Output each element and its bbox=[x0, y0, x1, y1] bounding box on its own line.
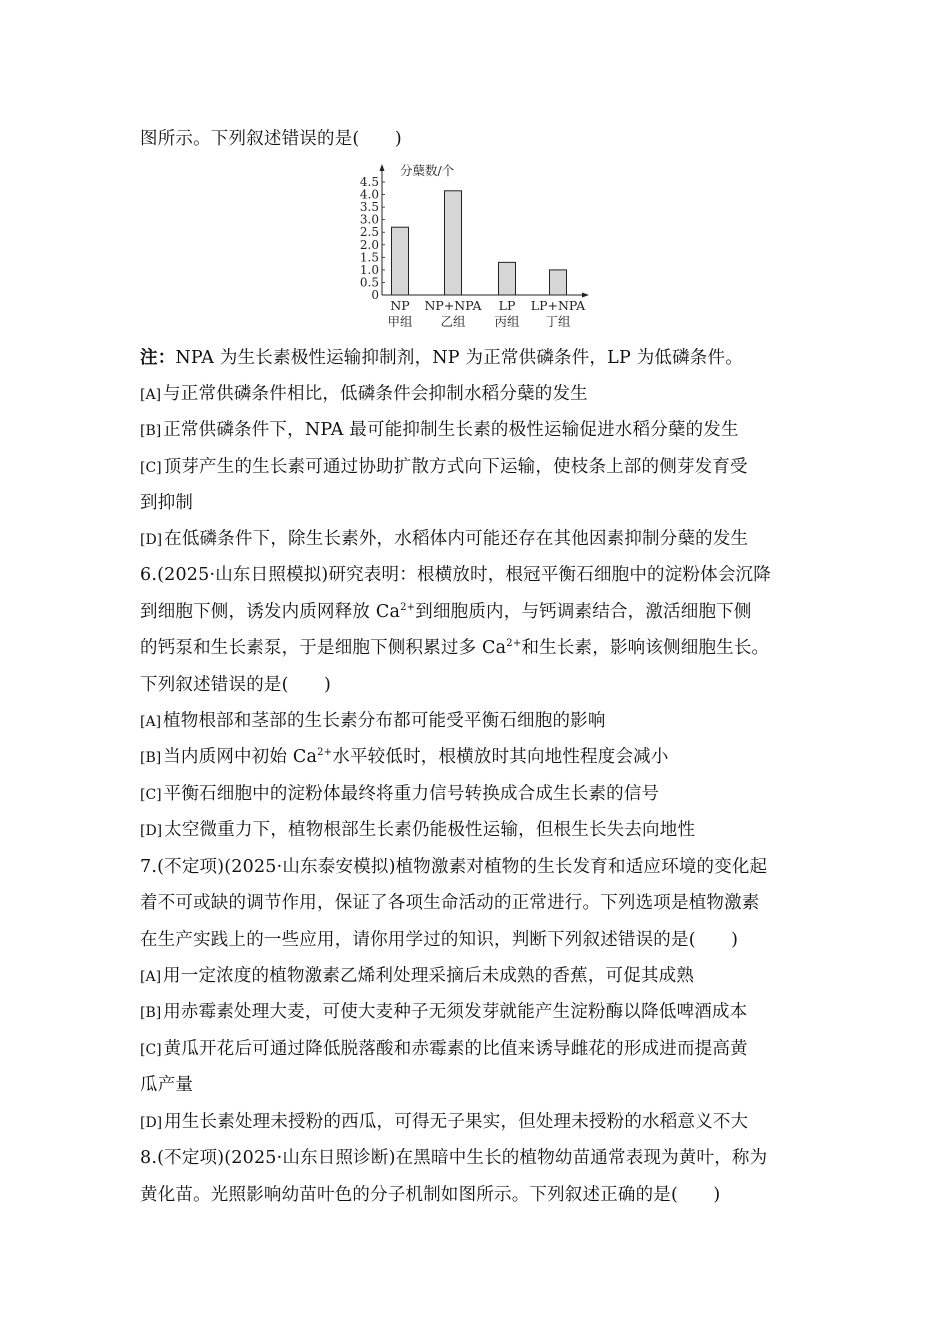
q6-option-b[interactable] bbox=[140, 745, 669, 770]
q6-text: 的钙泵和生长素泵，于是细胞下侧积累过多 Ca bbox=[140, 638, 507, 658]
option-tag: [A] bbox=[140, 714, 162, 730]
chart-bar-lp-plus-npa bbox=[550, 270, 567, 295]
chart-y-tick-label: 0.5 bbox=[359, 275, 379, 290]
option-tag: [C] bbox=[140, 1042, 162, 1058]
q6-option-d[interactable] bbox=[140, 818, 695, 843]
option-tag: [B] bbox=[140, 423, 162, 439]
option-text: 水平较低时，根横放时其向地性程度会减小 bbox=[332, 747, 669, 767]
option-text: 黄瓜开花后可通过降低脱落酸和赤霉素的比值来诱导雌花的形成进而提高黄 bbox=[163, 1039, 748, 1059]
chart-x-labels bbox=[387, 298, 586, 329]
chart-note bbox=[140, 346, 743, 370]
chart-y-ticks bbox=[360, 175, 385, 302]
q7-option-c[interactable] bbox=[140, 1037, 748, 1062]
chart-x-axis-arrow bbox=[582, 293, 589, 298]
chart-y-axis-label: 分蘖数/个 bbox=[400, 163, 455, 178]
q5-option-d[interactable] bbox=[140, 527, 748, 552]
option-tag: [D] bbox=[140, 823, 163, 839]
q7-stem-line-1: 7.(不定项)(2025·山东泰安模拟)植物激素对植物的生长发育和适应环境的变化起 bbox=[140, 857, 768, 877]
q6-stem-line-1: 6.(2025·山东日照模拟)研究表明：根横放时，根冠平衡石细胞中的淀粉体会沉降 bbox=[140, 565, 771, 585]
q6-stem-line-2 bbox=[140, 600, 752, 624]
note-label: 注： bbox=[140, 348, 176, 368]
chart-y-tick-label: 4.5 bbox=[359, 175, 379, 189]
q6-option-a[interactable] bbox=[140, 709, 606, 734]
chart-y-tick-label: 4.0 bbox=[359, 187, 379, 202]
option-text: 太空微重力下，植物根部生长素仍能极性运输，但根生长失去向地性 bbox=[164, 820, 696, 840]
q6-text: 到细胞下侧，诱发内质网释放 Ca bbox=[140, 602, 401, 622]
chart-group-label: 丙组 bbox=[494, 314, 520, 329]
option-tag: [D] bbox=[140, 532, 163, 548]
option-text: 正常供磷条件下，NPA 最可能抑制生长素的极性运输促进水稻分蘖的发生 bbox=[163, 420, 739, 440]
q7-stem-line-2: 着不可或缺的调节作用，保证了各项生命活动的正常进行。下列选项是植物激素 bbox=[140, 893, 760, 913]
tillering-bar-chart bbox=[340, 160, 610, 332]
chart-y-tick-label: 2.0 bbox=[359, 237, 379, 252]
chart-category-label: LP+NPA bbox=[530, 298, 586, 313]
option-tag: [B] bbox=[140, 750, 162, 766]
q5-option-c[interactable] bbox=[140, 455, 748, 480]
chart-category-label: NP+NPA bbox=[424, 298, 482, 313]
option-text: 在低磷条件下，除生长素外，水稻体内可能还存在其他因素抑制分蘖的发生 bbox=[164, 529, 749, 549]
option-text: 当内质网中初始 Ca bbox=[163, 747, 318, 767]
chart-y-tick-label: 3.5 bbox=[359, 200, 379, 215]
q7-option-d[interactable] bbox=[140, 1110, 748, 1135]
chart-category-label: NP bbox=[390, 298, 410, 313]
option-tag: [A] bbox=[140, 387, 162, 403]
q6-text: 和生长素，影响该侧细胞生长。 bbox=[521, 638, 770, 658]
q6-stem-line-3 bbox=[140, 636, 769, 660]
chart-y-tick-label: 1.5 bbox=[359, 250, 379, 265]
note-text: NPA 为生长素极性运输抑制剂，NP 为正常供磷条件，LP 为低磷条件。 bbox=[175, 348, 743, 368]
q8-stem-line-1: 8.(不定项)(2025·山东日照诊断)在黑暗中生长的植物幼苗通常表现为黄叶，称为 bbox=[140, 1148, 768, 1168]
option-text: 植物根部和茎部的生长素分布都可能受平衡石细胞的影响 bbox=[163, 711, 606, 731]
chart-y-axis-arrow bbox=[380, 164, 385, 171]
chart-category-label: LP bbox=[498, 298, 516, 313]
chart-y-tick-label: 0 bbox=[371, 288, 379, 302]
chart-group-label: 丁组 bbox=[545, 314, 571, 329]
superscript-charge: 2+ bbox=[400, 602, 416, 613]
option-tag: [A] bbox=[140, 969, 162, 985]
option-tag: [C] bbox=[140, 460, 162, 476]
q7-option-a[interactable] bbox=[140, 964, 694, 989]
q5-option-b[interactable] bbox=[140, 418, 739, 443]
superscript-charge: 2+ bbox=[506, 638, 522, 649]
chart-bar-np-plus-npa bbox=[445, 191, 462, 295]
option-text: 顶芽产生的生长素可通过协助扩散方式向下运输，使枝条上部的侧芽发育受 bbox=[163, 457, 748, 477]
option-tag: [B] bbox=[140, 1005, 162, 1021]
option-tag: [D] bbox=[140, 1115, 163, 1131]
option-text: 用生长素处理未授粉的西瓜，可得无子果实，但处理未授粉的水稻意义不大 bbox=[164, 1112, 749, 1132]
q7-option-b[interactable] bbox=[140, 1000, 747, 1025]
q6-text: 到细胞质内，与钙调素结合，激活细胞下侧 bbox=[415, 602, 752, 622]
q6-option-c[interactable] bbox=[140, 782, 659, 807]
q8-stem-line-2: 黄化苗。光照影响幼苗叶色的分子机制如图所示。下列叙述正确的是( ) bbox=[140, 1185, 721, 1205]
question-5-stem-tail: 图所示。下列叙述错误的是( ) bbox=[140, 129, 402, 149]
q7-stem-line-3: 在生产实践上的一些应用，请你用学过的知识，判断下列叙述错误的是( ) bbox=[140, 930, 739, 950]
chart-y-tick-label: 3.0 bbox=[359, 212, 379, 227]
chart-bar-np bbox=[392, 227, 409, 295]
chart-bars bbox=[392, 191, 567, 295]
option-text: 平衡石细胞中的淀粉体最终将重力信号转换成合成生长素的信号 bbox=[163, 784, 660, 804]
chart-group-label: 乙组 bbox=[440, 314, 466, 329]
option-text: 用赤霉素处理大麦，可使大麦种子无须发芽就能产生淀粉酶以降低啤酒成本 bbox=[163, 1002, 748, 1022]
chart-bar-lp bbox=[499, 262, 516, 295]
option-tag: [C] bbox=[140, 787, 162, 803]
option-text: 用一定浓度的植物激素乙烯利处理采摘后未成熟的香蕉，可促其成熟 bbox=[163, 966, 695, 986]
superscript-charge: 2+ bbox=[317, 747, 333, 758]
chart-group-label: 甲组 bbox=[387, 314, 413, 329]
q7-option-c-continued: 瓜产量 bbox=[140, 1075, 194, 1095]
q6-stem-line-4: 下列叙述错误的是( ) bbox=[140, 675, 332, 695]
q5-option-a[interactable] bbox=[140, 382, 588, 407]
q5-option-c-continued: 到抑制 bbox=[140, 493, 194, 513]
chart-y-tick-label: 1.0 bbox=[359, 262, 379, 277]
chart-y-tick-label: 2.5 bbox=[359, 225, 379, 240]
option-text: 与正常供磷条件相比，低磷条件会抑制水稻分蘖的发生 bbox=[163, 384, 588, 404]
